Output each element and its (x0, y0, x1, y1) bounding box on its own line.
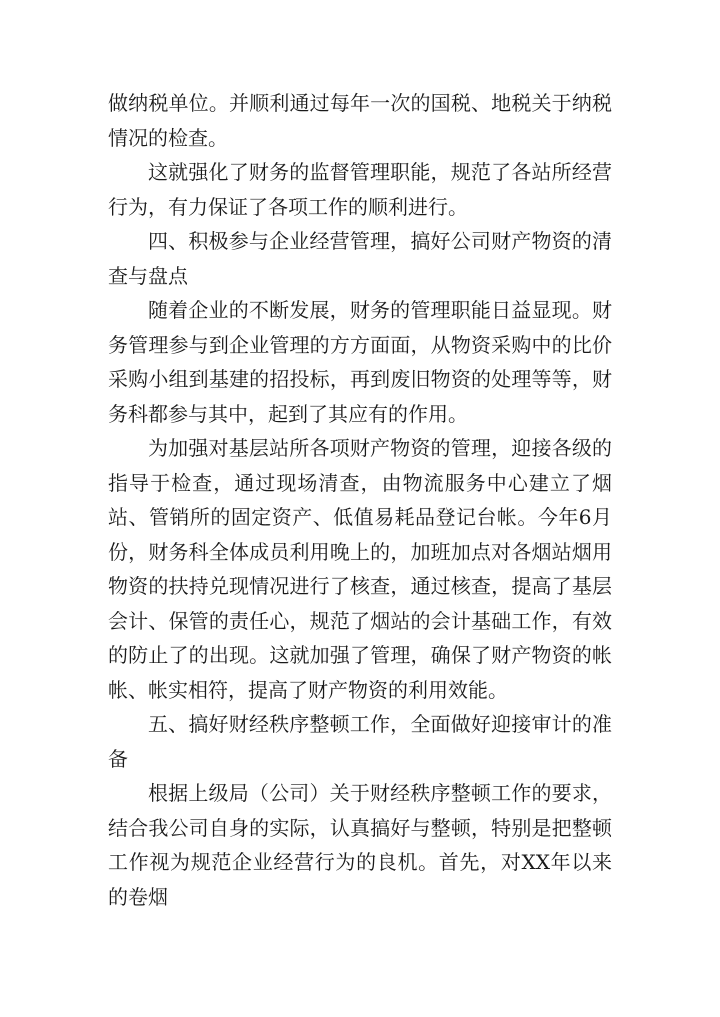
paragraph-4: 为加强对基层站所各项财产物资的管理，迎接各级的指导于检查，通过现场清查，由物流服务中心建立了烟站、管销所的固定资产、低值易耗品登记台帐。今年6月份，财务科全体成员利用晚上的，加班加点对各烟站烟用物资的扶持兑现情况进行了核查，通过核查，提高了基层会计、保管的责任心，规范了烟站的会计基础工作，有效的防止了的出现。这就加强了管理，确保了财产物资的帐帐、帐实相符，提高了财产物资的利用效能。 (108, 436, 612, 702)
section-heading-4: 四、积极参与企业经营管理，搞好公司财产物资的清查与盘点 (108, 229, 612, 288)
paragraph-5: 根据上级局（公司）关于财经秩序整顿工作的要求，结合我公司自身的实际，认真搞好与整顿，特别是把整顿工作视为规范企业经营行为的良机。首先，对XX年以来的卷烟 (108, 781, 612, 909)
paragraph-3: 随着企业的不断发展，财务的管理职能日益显现。财务管理参与到企业管理的方方面面，从物资采购中的比价采购小组到基建的招投标，再到废旧物资的处理等等，财务科都参与其中，起到了其应有的作用。 (108, 298, 612, 426)
document-body (108, 86, 612, 914)
paragraph-2: 这就强化了财务的监督管理职能，规范了各站所经营行为，有力保证了各项工作的顺利进行。 (108, 160, 612, 219)
paragraph-1: 做纳税单位。并顺利通过每年一次的国税、地税关于纳税情况的检查。 (108, 91, 612, 150)
section-heading-5: 五、搞好财经秩序整顿工作，全面做好迎接审计的准备 (108, 712, 612, 771)
